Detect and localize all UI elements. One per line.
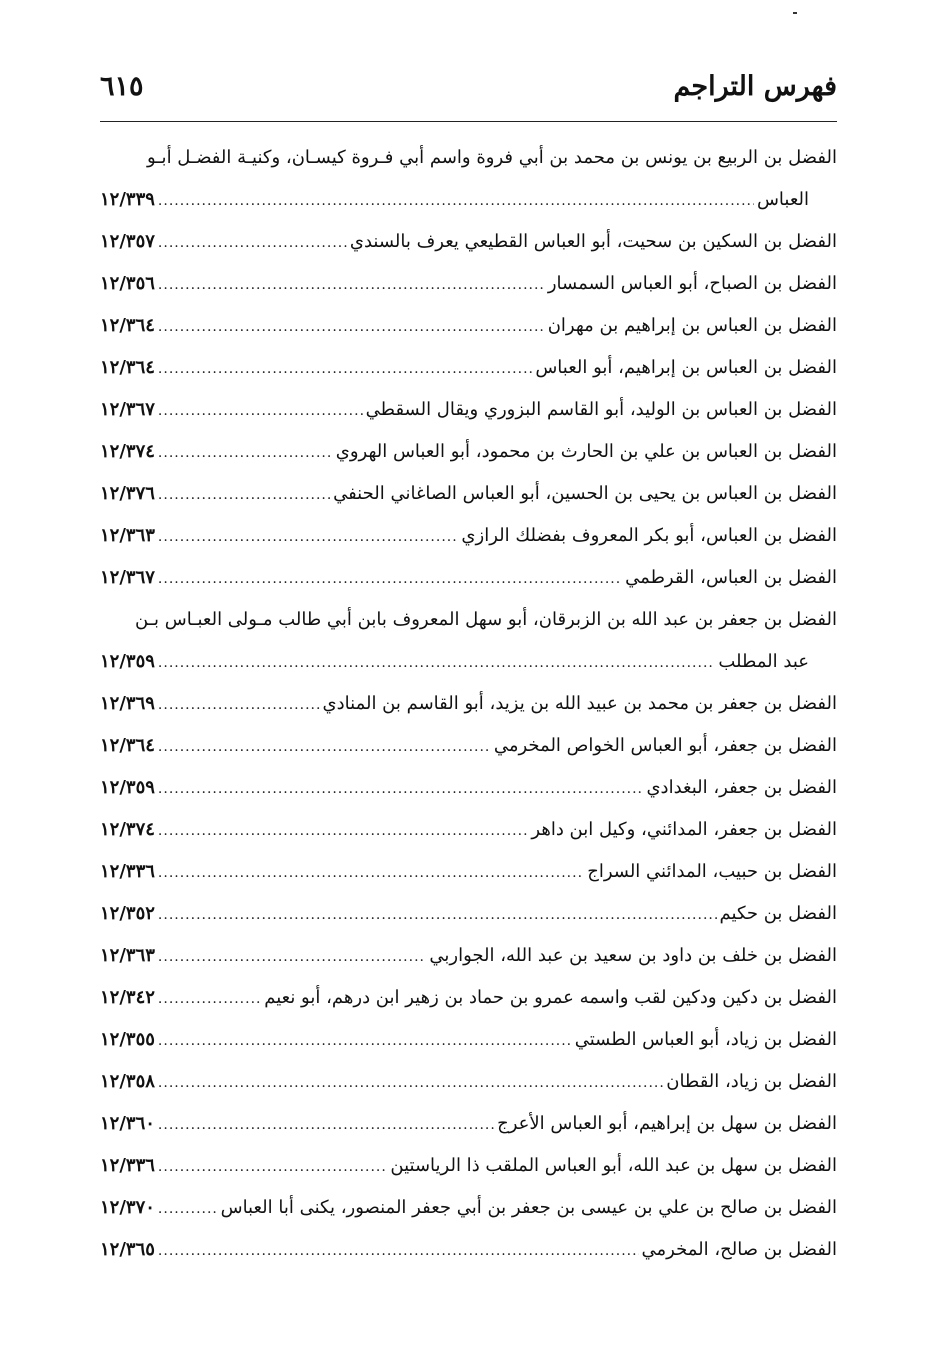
entry-name: الفضل بن صالح، المخرمي	[641, 1239, 837, 1260]
dot-leader	[158, 516, 459, 557]
entry-line	[100, 893, 837, 935]
entry-name: الفضل بن الصباح، أبو العباس السمسار	[547, 273, 837, 294]
entry-reference: ١٢/٣٦٤	[100, 315, 155, 336]
entry-reference: ١٢/٣٦٤	[100, 357, 155, 378]
page-header	[100, 64, 837, 110]
page-number: ٦١٥	[100, 71, 144, 102]
dot-leader	[158, 978, 261, 1019]
index-entry	[100, 431, 837, 473]
entry-reference: ١٢/٣٥٦	[100, 273, 155, 294]
entry-continuation-line	[100, 641, 837, 683]
entry-line	[100, 599, 837, 641]
entry-line	[100, 515, 837, 557]
entry-reference: ١٢/٣٥٩	[100, 651, 155, 672]
dot-leader	[158, 1062, 663, 1103]
index-entry	[100, 515, 837, 557]
entry-name: العباس	[756, 189, 809, 210]
entry-line	[100, 1145, 837, 1187]
entry-line	[100, 221, 837, 263]
entry-name: الفضل بن العباس بن إبراهيم بن مهران	[547, 315, 837, 336]
page-title: فهرس التراجم	[673, 71, 837, 102]
entry-line	[100, 683, 837, 725]
entry-reference: ١٢/٣٧٤	[100, 819, 155, 840]
dot-leader	[158, 726, 491, 767]
entry-reference: ١٢/٣٥٥	[100, 1029, 155, 1050]
entry-reference: ١٢/٣٥٨	[100, 1071, 155, 1092]
entry-reference: ١٢/٣٣٦	[100, 1155, 155, 1176]
entry-reference: ١٢/٣٥٩	[100, 777, 155, 798]
entry-name: الفضل بن العباس بن يحيى بن الحسين، أبو العباس الصاغاني الحنفي	[333, 483, 837, 504]
entry-name: الفضل بن خلف بن داود بن سعيد بن عبد الله، الجواربي	[429, 945, 837, 966]
entry-name: الفضل بن جعفر بن عبد الله بن الزبرقان، أبو سهل المعروف بابن أبي طالب مـولى العبـاس بـن	[135, 609, 837, 630]
entry-name: الفضل بن زياد، أبو العباس الطستي	[574, 1029, 837, 1050]
entry-name: الفضل بن الربيع بن يونس بن محمد بن أبي فروة واسم أبي فـروة كيسـان، وكنيـة الفضـل أبـو	[146, 147, 837, 168]
entry-reference: ١٢/٣٦٥	[100, 1239, 155, 1260]
entry-reference: ١٢/٣٦٩	[100, 693, 155, 714]
entry-name: الفضل بن سهل بن عبد الله، أبو العباس الملقب ذا الرياستين	[390, 1155, 837, 1176]
index-entry	[100, 473, 837, 515]
entry-reference: ١٢/٣٧٠	[100, 1197, 155, 1218]
index-entry	[100, 1145, 837, 1187]
entry-name: الفضل بن السكين بن سحيت، أبو العباس القطيعي يعرف بالسندي	[349, 231, 837, 252]
index-entry	[100, 137, 837, 221]
dot-leader	[158, 768, 644, 809]
index-entry	[100, 725, 837, 767]
index-entry	[100, 305, 837, 347]
entry-line	[100, 347, 837, 389]
dot-leader	[158, 558, 622, 599]
entry-line	[100, 725, 837, 767]
entry-name: الفضل بن زياد، القطان	[666, 1071, 837, 1092]
index-entry	[100, 1187, 837, 1229]
entry-name: الفضل بن دكين ودكين لقب واسمه عمرو بن حماد بن زهير ابن درهم، أبو نعيم	[264, 987, 837, 1008]
entry-name: الفضل بن حبيب، المدائني السراج	[587, 861, 837, 882]
entry-name: الفضل بن العباس بن علي بن الحارث بن محمود، أبو العباس الهروي	[335, 441, 837, 462]
entry-line	[100, 935, 837, 977]
entry-line	[100, 1061, 837, 1103]
entry-name: الفضل بن العباس، أبو بكر المعروف بفضلك الرازي	[461, 525, 837, 546]
entry-reference: ١٢/٣٦٧	[100, 567, 155, 588]
index-entry	[100, 557, 837, 599]
entry-reference: ١٢/٣٣٩	[100, 189, 155, 210]
entry-name: عبد المطلب	[718, 651, 809, 672]
entry-name: الفضل بن جعفر، أبو العباس الخواص المخرمي	[493, 735, 837, 756]
index-entry	[100, 389, 837, 431]
entry-name: الفضل بن جعفر، البغدادي	[646, 777, 837, 798]
dot-leader	[158, 1104, 494, 1145]
dot-leader	[158, 1230, 639, 1271]
entry-name: الفضل بن حكيم	[719, 903, 837, 924]
entry-line	[100, 809, 837, 851]
dot-leader	[158, 222, 347, 263]
entry-name: الفضل بن العباس، القرطمي	[625, 567, 837, 588]
entry-reference: ١٢/٣٥٧	[100, 231, 155, 252]
dot-leader	[158, 348, 532, 389]
index-entry	[100, 1061, 837, 1103]
header-rule	[100, 121, 837, 122]
entry-reference: ١٢/٣٧٤	[100, 441, 155, 462]
entry-reference: ١٢/٣٥٢	[100, 903, 155, 924]
entry-line	[100, 389, 837, 431]
entry-line	[100, 431, 837, 473]
index-entry	[100, 977, 837, 1019]
entry-name: الفضل بن جعفر، المدائني، وكيل ابن داهر	[531, 819, 837, 840]
index-entry	[100, 683, 837, 725]
entry-line	[100, 473, 837, 515]
dot-leader	[158, 642, 715, 683]
entry-reference: ١٢/٣٤٢	[100, 987, 155, 1008]
index-entry	[100, 1103, 837, 1145]
entry-reference: ١٢/٣٦٧	[100, 399, 155, 420]
entry-name: الفضل بن صالح بن علي بن عيسى بن جعفر بن أبي جعفر المنصور، يكنى أبا العباس	[220, 1197, 837, 1218]
entry-line	[100, 1187, 837, 1229]
dot-leader	[158, 306, 545, 347]
entry-line	[100, 977, 837, 1019]
entry-line	[100, 1019, 837, 1061]
entry-line	[100, 851, 837, 893]
entry-name: الفضل بن العباس بن إبراهيم، أبو العباس	[535, 357, 837, 378]
index-entry	[100, 767, 837, 809]
entry-name: الفضل بن سهل بن إبراهيم، أبو العباس الأعرج	[497, 1113, 837, 1134]
index-entry	[100, 263, 837, 305]
entry-reference: ١٢/٣٦٣	[100, 945, 155, 966]
dot-leader	[158, 1020, 572, 1061]
entry-reference: ١٢/٣٣٦	[100, 861, 155, 882]
index-entry	[100, 1229, 837, 1271]
dot-leader	[158, 264, 545, 305]
dot-leader	[158, 684, 320, 725]
entry-reference: ١٢/٣٦٣	[100, 525, 155, 546]
entry-line	[100, 137, 837, 179]
scan-speck	[793, 12, 797, 14]
dot-leader	[158, 1146, 387, 1187]
entry-reference: ١٢/٣٦٠	[100, 1113, 155, 1134]
index-entry	[100, 851, 837, 893]
dot-leader	[158, 810, 528, 851]
entry-line	[100, 557, 837, 599]
dot-leader	[158, 390, 363, 431]
index-entry	[100, 809, 837, 851]
entry-line	[100, 767, 837, 809]
index-entry	[100, 599, 837, 683]
entry-continuation-line	[100, 179, 837, 221]
entry-reference: ١٢/٣٧٦	[100, 483, 155, 504]
dot-leader	[158, 894, 717, 935]
index-entry	[100, 221, 837, 263]
index-entry	[100, 347, 837, 389]
entry-line	[100, 305, 837, 347]
dot-leader	[158, 474, 330, 515]
dot-leader	[158, 432, 333, 473]
entry-name: الفضل بن العباس بن الوليد، أبو القاسم البزوري ويقال السقطي	[365, 399, 837, 420]
dot-leader	[158, 936, 426, 977]
entry-line	[100, 1103, 837, 1145]
entry-reference: ١٢/٣٦٤	[100, 735, 155, 756]
index-entry	[100, 935, 837, 977]
index-list	[100, 137, 837, 1271]
entry-line	[100, 263, 837, 305]
dot-leader	[158, 852, 584, 893]
index-entry	[100, 893, 837, 935]
dot-leader	[158, 1188, 218, 1229]
entry-line	[100, 1229, 837, 1271]
dot-leader	[158, 180, 754, 221]
index-entry	[100, 1019, 837, 1061]
entry-name: الفضل بن جعفر بن محمد بن عبيد الله بن يزيد، أبو القاسم بن المنادي	[322, 693, 837, 714]
